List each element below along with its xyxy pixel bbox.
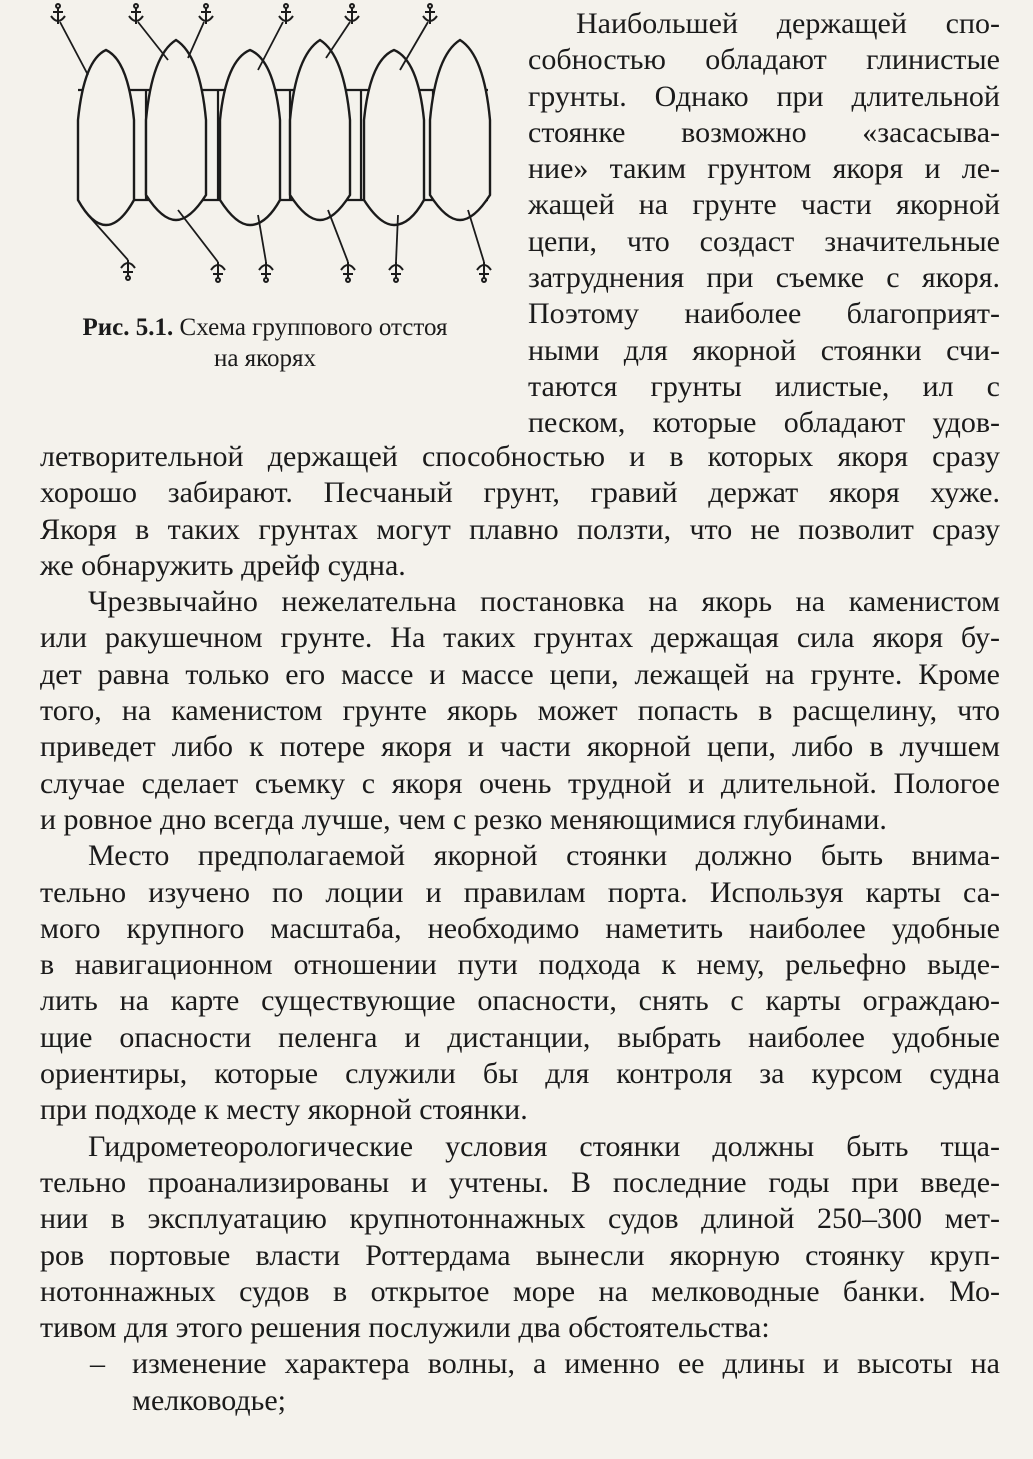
text-line: изменение характера волны, а именно ее длины и высоты на (132, 1347, 1000, 1381)
bullet-dash: – (90, 1347, 105, 1381)
text-line: песком, которые обладают удов- (528, 406, 1000, 440)
text-line: Гидрометеорологические условия стоянки должны быть тща- (88, 1129, 1000, 1163)
anchor-icon (389, 262, 403, 282)
text-line: грунты. Однако при длительной (528, 79, 1000, 113)
text-line: мого крупного масштаба, необходимо наметить наиболее удобные (40, 911, 1000, 945)
text-line: нии в эксплуатацию крупнотоннажных судов длиной 250–300 мет- (40, 1202, 1000, 1236)
anchor-icon (341, 262, 355, 282)
text-line: или ракушечном грунте. На таких грунтах держащая сила якоря бу- (40, 621, 1000, 655)
anchoring-diagram (28, 0, 518, 300)
anchor-icon (129, 4, 143, 24)
text-line: стоянке возможно «засасыва- (528, 115, 1000, 149)
text-line: и ровное дно всегда лучше, чем с резко меняющимися глубинами. (40, 802, 887, 836)
text-line: того, на каменистом грунте якорь может попасть в расщелину, что (40, 694, 1000, 728)
anchor-icon (259, 262, 273, 282)
paragraph-4 (40, 1129, 1000, 1347)
text-line: тельно проанализированы и учтены. В последние годы при введе- (40, 1165, 1000, 1199)
text-line: при подходе к месту якорной стоянки. (40, 1093, 528, 1127)
figure-caption-text: Схема группового отстоя (179, 314, 448, 341)
figure-caption-text-line2: на якорях (213, 345, 317, 372)
text-line: ние» таким грунтом якоря и ле- (528, 152, 1000, 186)
anchor-icon (345, 4, 359, 24)
text-line: в навигационном отношении пути подхода к нему, рельефно выде- (40, 948, 1000, 982)
hull-2 (146, 40, 206, 220)
text-line: Чрезвычайно нежелательна постановка на якорь на каменистом (88, 585, 1000, 619)
hull-4 (290, 40, 350, 220)
text-line: ров портовые власти Роттердама вынесли якорную стоянку круп- (40, 1238, 1000, 1272)
text-line: ными для якорной стоянки счи- (528, 333, 1000, 367)
text-line: лить на карте существующие опасности, снять с карты ограждаю- (40, 984, 1000, 1018)
figure-caption (30, 312, 500, 374)
text-line: же обнаружить дрейф судна. (40, 548, 406, 582)
text-line: тивом для этого решения послужили два обстоятельства: (40, 1311, 770, 1345)
figure-caption-label: Рис. 5.1. (82, 314, 174, 341)
text-line: Наибольшей держащей спо- (576, 7, 1000, 40)
text-line: летворительной держащей способностью и в которых якоря сразу (40, 440, 1000, 473)
text-line: дет равна только его массе и массе цепи, лежащей на грунте. Кроме (40, 657, 1000, 691)
text-line: Место предполагаемой якорной стоянки должно быть внима- (88, 839, 1000, 873)
anchor-icon (279, 4, 293, 24)
hull-5 (364, 50, 424, 225)
text-line: цепи, что создаст значительные (528, 224, 1000, 258)
text-line: случае сделает съемку с якоря очень трудной и длительной. Пологое (40, 766, 1000, 800)
anchor-icon (121, 260, 135, 280)
text-line: мелководье; (132, 1383, 287, 1417)
bullet-item (40, 1346, 1000, 1419)
text-line: собностью обладают глинистые (528, 43, 1000, 77)
text-line: таются грунты илистые, ил с (528, 369, 1000, 403)
text-line: тельно изучено по лоции и правилам порта. Используя карты са- (40, 875, 1000, 909)
anchor-icon (211, 262, 225, 282)
paragraph-2 (40, 584, 1000, 838)
hull-3 (220, 50, 280, 225)
body-text (40, 439, 1000, 1419)
paragraph-1-column (528, 6, 1000, 442)
text-line: Поэтому наиболее благоприят- (528, 297, 1000, 331)
anchor-icon (199, 4, 213, 24)
text-line: ориентиры, которые служили бы для контроля за курсом судна (40, 1057, 1000, 1091)
text-line: хорошо забирают. Песчаный грунт, гравий держат якоря хуже. (40, 476, 1000, 510)
anchor-icon (477, 262, 491, 282)
hull-1 (78, 50, 134, 225)
text-line: Якоря в таких грунтах могут плавно ползти, что не позволит сразу (40, 512, 1000, 546)
anchor-icon (423, 4, 437, 24)
text-line: нотоннажных судов в открытое море на мелководные банки. Мо- (40, 1274, 1000, 1308)
text-line: щие опасности пеленга и дистанции, выбрать наиболее удобные (40, 1020, 1000, 1054)
text-line: жащей на грунте части якорной (528, 188, 1000, 222)
hull-6 (430, 40, 490, 220)
text-line: затруднения при съемке с якоря. (528, 261, 1000, 295)
paragraph-3 (40, 838, 1000, 1128)
text-line: приведет либо к потере якоря и части якорной цепи, либо в лучшем (40, 730, 1000, 764)
anchor-icon (51, 4, 65, 24)
paragraph-1-tail (40, 439, 1000, 584)
